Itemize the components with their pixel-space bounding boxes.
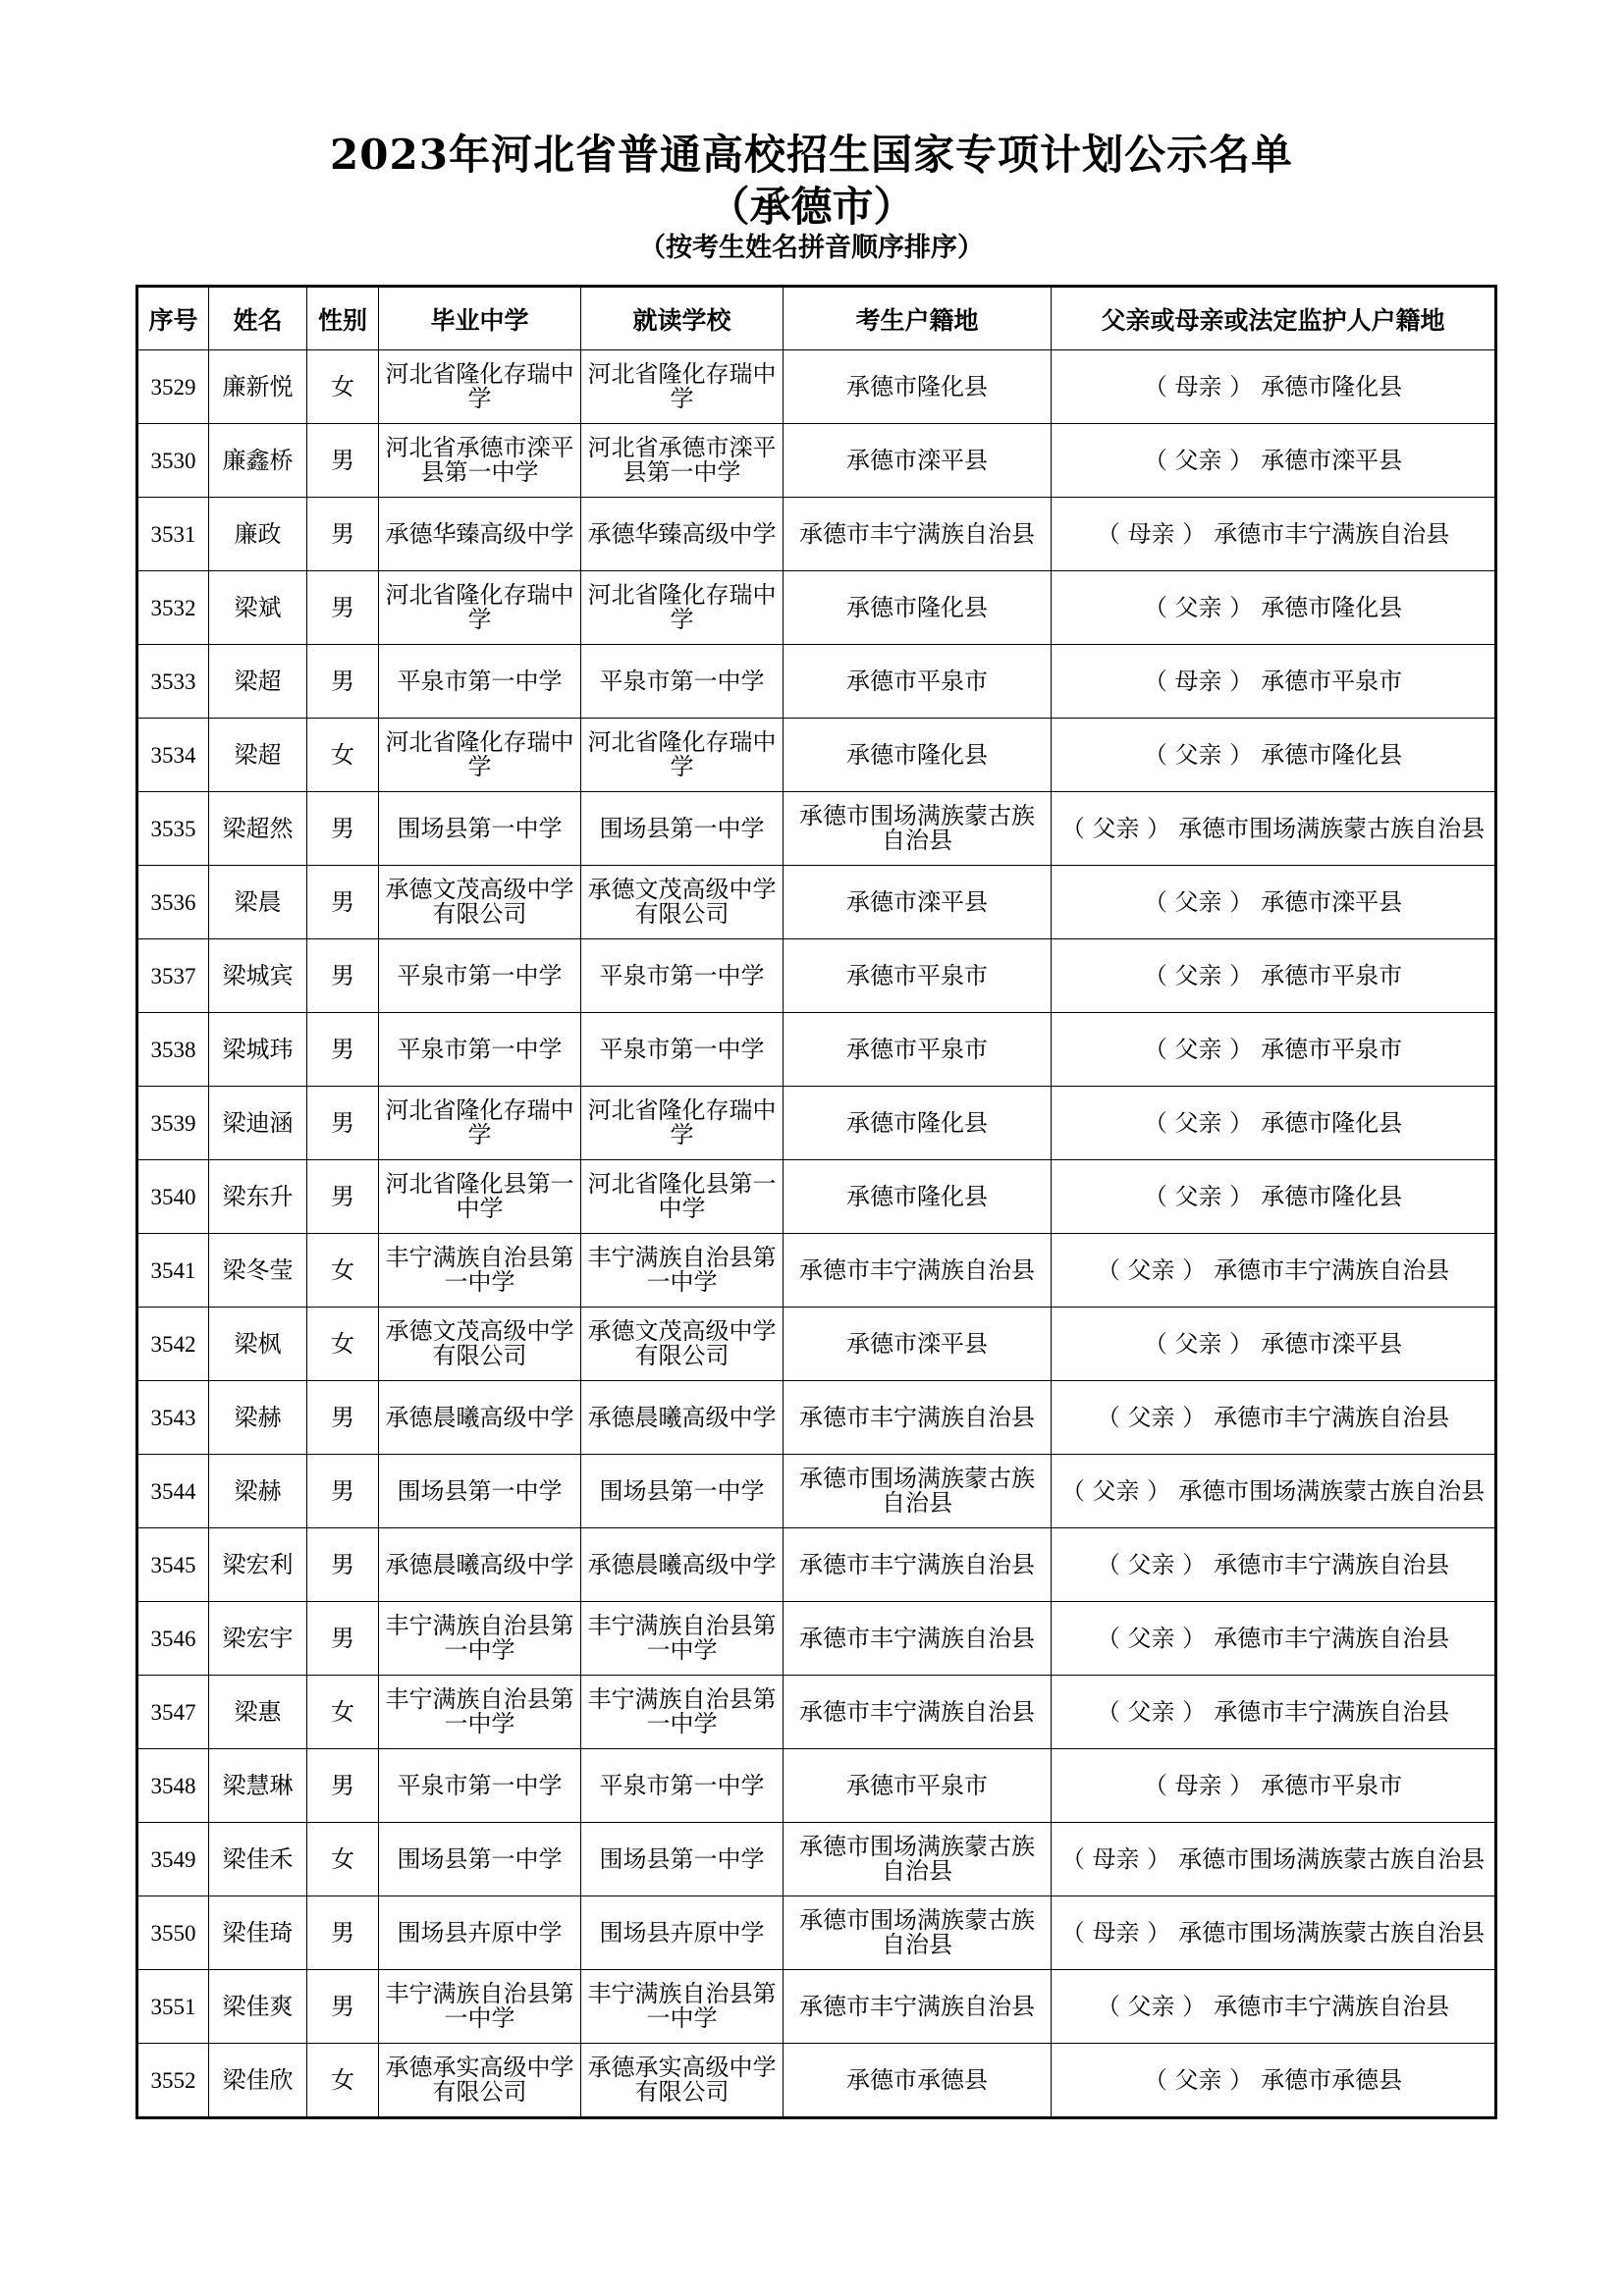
parent-residence-cell bbox=[1052, 1823, 1496, 1896]
residence-cell: 承德市滦平县 bbox=[784, 866, 1052, 939]
parent-residence-text: 承德市丰宁满族自治县 bbox=[1214, 1403, 1450, 1431]
parent-residence-cell bbox=[1052, 719, 1496, 792]
name-cell: 梁佳爽 bbox=[209, 1970, 307, 2044]
parent-residence-text: 承德市隆化县 bbox=[1261, 1108, 1403, 1137]
parent-relation: （ 父亲 ） bbox=[1096, 1255, 1207, 1284]
grad-school-cell: 丰宁满族自治县第一中学 bbox=[379, 1970, 581, 2044]
table-body bbox=[137, 350, 1496, 2118]
parent-relation: （ 母亲 ） bbox=[1143, 667, 1254, 695]
current-school-cell: 丰宁满族自治县第一中学 bbox=[581, 1234, 784, 1308]
grad-school-cell: 河北省隆化存瑞中学 bbox=[379, 350, 581, 424]
parent-residence-cell bbox=[1052, 424, 1496, 498]
parent-relation: （ 父亲 ） bbox=[1143, 446, 1254, 474]
parent-relation: （ 父亲 ） bbox=[1143, 1329, 1254, 1358]
parent-residence-text: 承德市围场满族蒙古族自治县 bbox=[1178, 1918, 1486, 1947]
parent-residence-text: 承德市隆化县 bbox=[1261, 372, 1403, 400]
gender-cell: 男 bbox=[307, 571, 379, 645]
residence-cell: 承德市承德县 bbox=[784, 2044, 1052, 2118]
parent-residence-cell bbox=[1052, 1676, 1496, 1749]
table-row bbox=[137, 1823, 1496, 1896]
parent-residence-text: 承德市丰宁满族自治县 bbox=[1214, 519, 1450, 548]
residence-cell: 承德市平泉市 bbox=[784, 939, 1052, 1013]
seq-cell: 3539 bbox=[137, 1087, 209, 1160]
name-cell: 梁城宾 bbox=[209, 939, 307, 1013]
gender-cell: 男 bbox=[307, 1528, 379, 1602]
seq-cell: 3541 bbox=[137, 1234, 209, 1308]
gender-cell: 男 bbox=[307, 1896, 379, 1970]
residence-cell: 承德市围场满族蒙古族自治县 bbox=[784, 1823, 1052, 1896]
table-row bbox=[137, 1308, 1496, 1381]
name-cell: 梁枫 bbox=[209, 1308, 307, 1381]
header-grad-school: 毕业中学 bbox=[379, 287, 581, 350]
seq-cell: 3547 bbox=[137, 1676, 209, 1749]
parent-residence-text: 承德市围场满族蒙古族自治县 bbox=[1178, 1476, 1486, 1505]
parent-residence-text: 承德市承德县 bbox=[1261, 2065, 1403, 2094]
table-row bbox=[137, 1749, 1496, 1823]
parent-relation: （ 父亲 ） bbox=[1143, 1035, 1254, 1063]
table-row bbox=[137, 719, 1496, 792]
parent-residence-text: 承德市隆化县 bbox=[1261, 1182, 1403, 1210]
parent-residence-text: 承德市丰宁满族自治县 bbox=[1214, 1624, 1450, 1652]
name-cell: 梁佳禾 bbox=[209, 1823, 307, 1896]
current-school-cell: 河北省隆化存瑞中学 bbox=[581, 719, 784, 792]
grad-school-cell: 围场县第一中学 bbox=[379, 792, 581, 866]
parent-relation: （ 父亲 ） bbox=[1096, 1403, 1207, 1431]
grad-school-cell: 承德文茂高级中学有限公司 bbox=[379, 866, 581, 939]
parent-residence-text: 承德市丰宁满族自治县 bbox=[1214, 1992, 1450, 2020]
header-current-school: 就读学校 bbox=[581, 287, 784, 350]
name-cell: 梁宏利 bbox=[209, 1528, 307, 1602]
grad-school-cell: 围场县卉原中学 bbox=[379, 1896, 581, 1970]
grad-school-cell: 承德晨曦高级中学 bbox=[379, 1528, 581, 1602]
residence-cell: 承德市丰宁满族自治县 bbox=[784, 498, 1052, 571]
parent-relation: （ 母亲 ） bbox=[1143, 372, 1254, 400]
parent-residence-text: 承德市围场满族蒙古族自治县 bbox=[1178, 814, 1486, 842]
parent-relation: （ 父亲 ） bbox=[1143, 593, 1254, 621]
parent-residence-cell bbox=[1052, 1602, 1496, 1676]
parent-residence-text: 承德市丰宁满族自治县 bbox=[1214, 1550, 1450, 1578]
table-row bbox=[137, 1676, 1496, 1749]
grad-school-cell: 河北省隆化存瑞中学 bbox=[379, 719, 581, 792]
residence-cell: 承德市隆化县 bbox=[784, 1160, 1052, 1234]
residence-cell: 承德市丰宁满族自治县 bbox=[784, 1528, 1052, 1602]
seq-cell: 3537 bbox=[137, 939, 209, 1013]
residence-cell: 承德市围场满族蒙古族自治县 bbox=[784, 1896, 1052, 1970]
seq-cell: 3532 bbox=[137, 571, 209, 645]
parent-residence-text: 承德市平泉市 bbox=[1261, 667, 1403, 695]
grad-school-cell: 河北省隆化存瑞中学 bbox=[379, 1087, 581, 1160]
table-row bbox=[137, 1234, 1496, 1308]
name-cell: 梁东升 bbox=[209, 1160, 307, 1234]
residence-cell: 承德市平泉市 bbox=[784, 1013, 1052, 1087]
current-school-cell: 围场县第一中学 bbox=[581, 792, 784, 866]
parent-relation: （ 父亲 ） bbox=[1096, 1550, 1207, 1578]
table-header bbox=[137, 287, 1496, 350]
name-cell: 梁超 bbox=[209, 645, 307, 719]
parent-relation: （ 父亲 ） bbox=[1096, 1992, 1207, 2020]
gender-cell: 男 bbox=[307, 645, 379, 719]
parent-residence-cell bbox=[1052, 1455, 1496, 1528]
name-cell: 廉新悦 bbox=[209, 350, 307, 424]
table-row bbox=[137, 2044, 1496, 2118]
parent-relation: （ 母亲 ） bbox=[1143, 1771, 1254, 1799]
table-row bbox=[137, 1013, 1496, 1087]
parent-residence-cell bbox=[1052, 498, 1496, 571]
residence-cell: 承德市隆化县 bbox=[784, 1087, 1052, 1160]
table-row bbox=[137, 792, 1496, 866]
parent-relation: （ 父亲 ） bbox=[1096, 1697, 1207, 1726]
seq-cell: 3543 bbox=[137, 1381, 209, 1455]
parent-residence-cell bbox=[1052, 1970, 1496, 2044]
parent-residence-cell bbox=[1052, 1013, 1496, 1087]
parent-residence-cell bbox=[1052, 645, 1496, 719]
table-row bbox=[137, 1602, 1496, 1676]
parent-residence-text: 承德市滦平县 bbox=[1261, 887, 1403, 916]
gender-cell: 男 bbox=[307, 1160, 379, 1234]
current-school-cell: 河北省承德市滦平县第一中学 bbox=[581, 424, 784, 498]
table-row bbox=[137, 1087, 1496, 1160]
parent-relation: （ 母亲 ） bbox=[1096, 519, 1207, 548]
grad-school-cell: 承德华臻高级中学 bbox=[379, 498, 581, 571]
parent-relation: （ 父亲 ） bbox=[1143, 1182, 1254, 1210]
residence-cell: 承德市丰宁满族自治县 bbox=[784, 1234, 1052, 1308]
header-row bbox=[137, 287, 1496, 350]
seq-cell: 3545 bbox=[137, 1528, 209, 1602]
parent-relation: （ 父亲 ） bbox=[1096, 1624, 1207, 1652]
grad-school-cell: 平泉市第一中学 bbox=[379, 939, 581, 1013]
roster-table bbox=[135, 285, 1497, 2119]
table-row bbox=[137, 939, 1496, 1013]
current-school-cell: 河北省隆化县第一中学 bbox=[581, 1160, 784, 1234]
seq-cell: 3531 bbox=[137, 498, 209, 571]
name-cell: 廉鑫桥 bbox=[209, 424, 307, 498]
grad-school-cell: 围场县第一中学 bbox=[379, 1823, 581, 1896]
seq-cell: 3550 bbox=[137, 1896, 209, 1970]
name-cell: 梁超然 bbox=[209, 792, 307, 866]
parent-residence-cell bbox=[1052, 792, 1496, 866]
residence-cell: 承德市隆化县 bbox=[784, 571, 1052, 645]
header-residence: 考生户籍地 bbox=[784, 287, 1052, 350]
residence-cell: 承德市丰宁满族自治县 bbox=[784, 1970, 1052, 2044]
parent-relation: （ 父亲 ） bbox=[1143, 2065, 1254, 2094]
document-title: 2023年河北省普通高校招生国家专项计划公示名单 bbox=[330, 131, 1293, 179]
seq-cell: 3548 bbox=[137, 1749, 209, 1823]
grad-school-cell: 丰宁满族自治县第一中学 bbox=[379, 1676, 581, 1749]
seq-cell: 3529 bbox=[137, 350, 209, 424]
grad-school-cell: 围场县第一中学 bbox=[379, 1455, 581, 1528]
current-school-cell: 河北省隆化存瑞中学 bbox=[581, 350, 784, 424]
parent-residence-cell bbox=[1052, 350, 1496, 424]
current-school-cell: 承德文茂高级中学有限公司 bbox=[581, 1308, 784, 1381]
name-cell: 梁赫 bbox=[209, 1455, 307, 1528]
seq-cell: 3544 bbox=[137, 1455, 209, 1528]
gender-cell: 女 bbox=[307, 1676, 379, 1749]
parent-relation: （ 父亲 ） bbox=[1143, 961, 1254, 989]
gender-cell: 女 bbox=[307, 350, 379, 424]
parent-residence-cell bbox=[1052, 1528, 1496, 1602]
sort-note: （按考生姓名拼音顺序排序） bbox=[639, 233, 984, 263]
parent-relation: （ 父亲 ） bbox=[1060, 1476, 1171, 1505]
parent-residence-cell bbox=[1052, 2044, 1496, 2118]
gender-cell: 男 bbox=[307, 866, 379, 939]
parent-relation: （ 母亲 ） bbox=[1060, 1844, 1171, 1873]
name-cell: 梁晨 bbox=[209, 866, 307, 939]
gender-cell: 男 bbox=[307, 1749, 379, 1823]
grad-school-cell: 平泉市第一中学 bbox=[379, 1749, 581, 1823]
parent-residence-text: 承德市围场满族蒙古族自治县 bbox=[1178, 1844, 1486, 1873]
parent-relation: （ 父亲 ） bbox=[1143, 740, 1254, 769]
residence-cell: 承德市隆化县 bbox=[784, 719, 1052, 792]
seq-cell: 3536 bbox=[137, 866, 209, 939]
grad-school-cell: 河北省承德市滦平县第一中学 bbox=[379, 424, 581, 498]
name-cell: 梁宏宇 bbox=[209, 1602, 307, 1676]
seq-cell: 3551 bbox=[137, 1970, 209, 2044]
current-school-cell: 平泉市第一中学 bbox=[581, 1749, 784, 1823]
grad-school-cell: 平泉市第一中学 bbox=[379, 1013, 581, 1087]
parent-residence-text: 承德市隆化县 bbox=[1261, 593, 1403, 621]
gender-cell: 男 bbox=[307, 1970, 379, 2044]
current-school-cell: 丰宁满族自治县第一中学 bbox=[581, 1970, 784, 2044]
parent-residence-cell bbox=[1052, 866, 1496, 939]
parent-relation: （ 父亲 ） bbox=[1143, 1108, 1254, 1137]
parent-residence-text: 承德市平泉市 bbox=[1261, 961, 1403, 989]
gender-cell: 男 bbox=[307, 1602, 379, 1676]
current-school-cell: 平泉市第一中学 bbox=[581, 1013, 784, 1087]
seq-cell: 3540 bbox=[137, 1160, 209, 1234]
gender-cell: 女 bbox=[307, 719, 379, 792]
parent-relation: （ 父亲 ） bbox=[1143, 887, 1254, 916]
document-subtitle: （承德市） bbox=[708, 183, 915, 231]
residence-cell: 承德市丰宁满族自治县 bbox=[784, 1381, 1052, 1455]
header-parent-residence: 父亲或母亲或法定监护人户籍地 bbox=[1052, 287, 1496, 350]
current-school-cell: 平泉市第一中学 bbox=[581, 645, 784, 719]
parent-residence-text: 承德市平泉市 bbox=[1261, 1771, 1403, 1799]
name-cell: 梁惠 bbox=[209, 1676, 307, 1749]
residence-cell: 承德市丰宁满族自治县 bbox=[784, 1602, 1052, 1676]
gender-cell: 男 bbox=[307, 1013, 379, 1087]
name-cell: 梁慧琳 bbox=[209, 1749, 307, 1823]
residence-cell: 承德市围场满族蒙古族自治县 bbox=[784, 1455, 1052, 1528]
gender-cell: 女 bbox=[307, 1308, 379, 1381]
grad-school-cell: 承德承实高级中学有限公司 bbox=[379, 2044, 581, 2118]
name-cell: 梁佳琦 bbox=[209, 1896, 307, 1970]
table-row bbox=[137, 498, 1496, 571]
name-cell: 梁城玮 bbox=[209, 1013, 307, 1087]
seq-cell: 3530 bbox=[137, 424, 209, 498]
table-row bbox=[137, 350, 1496, 424]
parent-residence-cell bbox=[1052, 1160, 1496, 1234]
current-school-cell: 围场县第一中学 bbox=[581, 1823, 784, 1896]
residence-cell: 承德市滦平县 bbox=[784, 1308, 1052, 1381]
parent-residence-cell bbox=[1052, 571, 1496, 645]
residence-cell: 承德市隆化县 bbox=[784, 350, 1052, 424]
grad-school-cell: 承德晨曦高级中学 bbox=[379, 1381, 581, 1455]
gender-cell: 男 bbox=[307, 498, 379, 571]
name-cell: 梁赫 bbox=[209, 1381, 307, 1455]
name-cell: 廉政 bbox=[209, 498, 307, 571]
seq-cell: 3549 bbox=[137, 1823, 209, 1896]
header-gender: 性别 bbox=[307, 287, 379, 350]
current-school-cell: 丰宁满族自治县第一中学 bbox=[581, 1602, 784, 1676]
grad-school-cell: 承德文茂高级中学有限公司 bbox=[379, 1308, 581, 1381]
seq-cell: 3546 bbox=[137, 1602, 209, 1676]
parent-residence-cell bbox=[1052, 1381, 1496, 1455]
grad-school-cell: 河北省隆化存瑞中学 bbox=[379, 571, 581, 645]
residence-cell: 承德市平泉市 bbox=[784, 645, 1052, 719]
parent-residence-text: 承德市滦平县 bbox=[1261, 1329, 1403, 1358]
current-school-cell: 围场县卉原中学 bbox=[581, 1896, 784, 1970]
current-school-cell: 承德华臻高级中学 bbox=[581, 498, 784, 571]
grad-school-cell: 丰宁满族自治县第一中学 bbox=[379, 1602, 581, 1676]
gender-cell: 女 bbox=[307, 1234, 379, 1308]
parent-residence-text: 承德市平泉市 bbox=[1261, 1035, 1403, 1063]
parent-residence-cell bbox=[1052, 1896, 1496, 1970]
gender-cell: 男 bbox=[307, 939, 379, 1013]
parent-residence-text: 承德市丰宁满族自治县 bbox=[1214, 1255, 1450, 1284]
current-school-cell: 围场县第一中学 bbox=[581, 1455, 784, 1528]
parent-residence-cell bbox=[1052, 1087, 1496, 1160]
parent-residence-cell bbox=[1052, 939, 1496, 1013]
grad-school-cell: 河北省隆化县第一中学 bbox=[379, 1160, 581, 1234]
seq-cell: 3538 bbox=[137, 1013, 209, 1087]
seq-cell: 3534 bbox=[137, 719, 209, 792]
table-row bbox=[137, 1455, 1496, 1528]
name-cell: 梁斌 bbox=[209, 571, 307, 645]
current-school-cell: 河北省隆化存瑞中学 bbox=[581, 1087, 784, 1160]
grad-school-cell: 丰宁满族自治县第一中学 bbox=[379, 1234, 581, 1308]
header-name: 姓名 bbox=[209, 287, 307, 350]
gender-cell: 男 bbox=[307, 1381, 379, 1455]
table-row bbox=[137, 424, 1496, 498]
gender-cell: 男 bbox=[307, 792, 379, 866]
parent-residence-cell bbox=[1052, 1308, 1496, 1381]
parent-residence-text: 承德市丰宁满族自治县 bbox=[1214, 1697, 1450, 1726]
current-school-cell: 承德晨曦高级中学 bbox=[581, 1381, 784, 1455]
table-row bbox=[137, 1970, 1496, 2044]
current-school-cell: 河北省隆化存瑞中学 bbox=[581, 571, 784, 645]
current-school-cell: 承德文茂高级中学有限公司 bbox=[581, 866, 784, 939]
name-cell: 梁迪涵 bbox=[209, 1087, 307, 1160]
gender-cell: 男 bbox=[307, 424, 379, 498]
current-school-cell: 丰宁满族自治县第一中学 bbox=[581, 1676, 784, 1749]
table-row bbox=[137, 571, 1496, 645]
current-school-cell: 平泉市第一中学 bbox=[581, 939, 784, 1013]
table-row bbox=[137, 1896, 1496, 1970]
table-row bbox=[137, 1381, 1496, 1455]
gender-cell: 女 bbox=[307, 1823, 379, 1896]
header-seq: 序号 bbox=[137, 287, 209, 350]
parent-relation: （ 父亲 ） bbox=[1060, 814, 1171, 842]
seq-cell: 3535 bbox=[137, 792, 209, 866]
name-cell: 梁佳欣 bbox=[209, 2044, 307, 2118]
seq-cell: 3533 bbox=[137, 645, 209, 719]
current-school-cell: 承德承实高级中学有限公司 bbox=[581, 2044, 784, 2118]
seq-cell: 3542 bbox=[137, 1308, 209, 1381]
table-row bbox=[137, 645, 1496, 719]
current-school-cell: 承德晨曦高级中学 bbox=[581, 1528, 784, 1602]
parent-residence-cell bbox=[1052, 1749, 1496, 1823]
seq-cell: 3552 bbox=[137, 2044, 209, 2118]
parent-residence-text: 承德市隆化县 bbox=[1261, 740, 1403, 769]
gender-cell: 女 bbox=[307, 2044, 379, 2118]
residence-cell: 承德市丰宁满族自治县 bbox=[784, 1676, 1052, 1749]
residence-cell: 承德市围场满族蒙古族自治县 bbox=[784, 792, 1052, 866]
parent-residence-cell bbox=[1052, 1234, 1496, 1308]
table-row bbox=[137, 1160, 1496, 1234]
residence-cell: 承德市平泉市 bbox=[784, 1749, 1052, 1823]
table-row bbox=[137, 1528, 1496, 1602]
grad-school-cell: 平泉市第一中学 bbox=[379, 645, 581, 719]
parent-residence-text: 承德市滦平县 bbox=[1261, 446, 1403, 474]
name-cell: 梁超 bbox=[209, 719, 307, 792]
name-cell: 梁冬莹 bbox=[209, 1234, 307, 1308]
table-row bbox=[137, 866, 1496, 939]
residence-cell: 承德市滦平县 bbox=[784, 424, 1052, 498]
gender-cell: 男 bbox=[307, 1455, 379, 1528]
parent-relation: （ 母亲 ） bbox=[1060, 1918, 1171, 1947]
gender-cell: 男 bbox=[307, 1087, 379, 1160]
